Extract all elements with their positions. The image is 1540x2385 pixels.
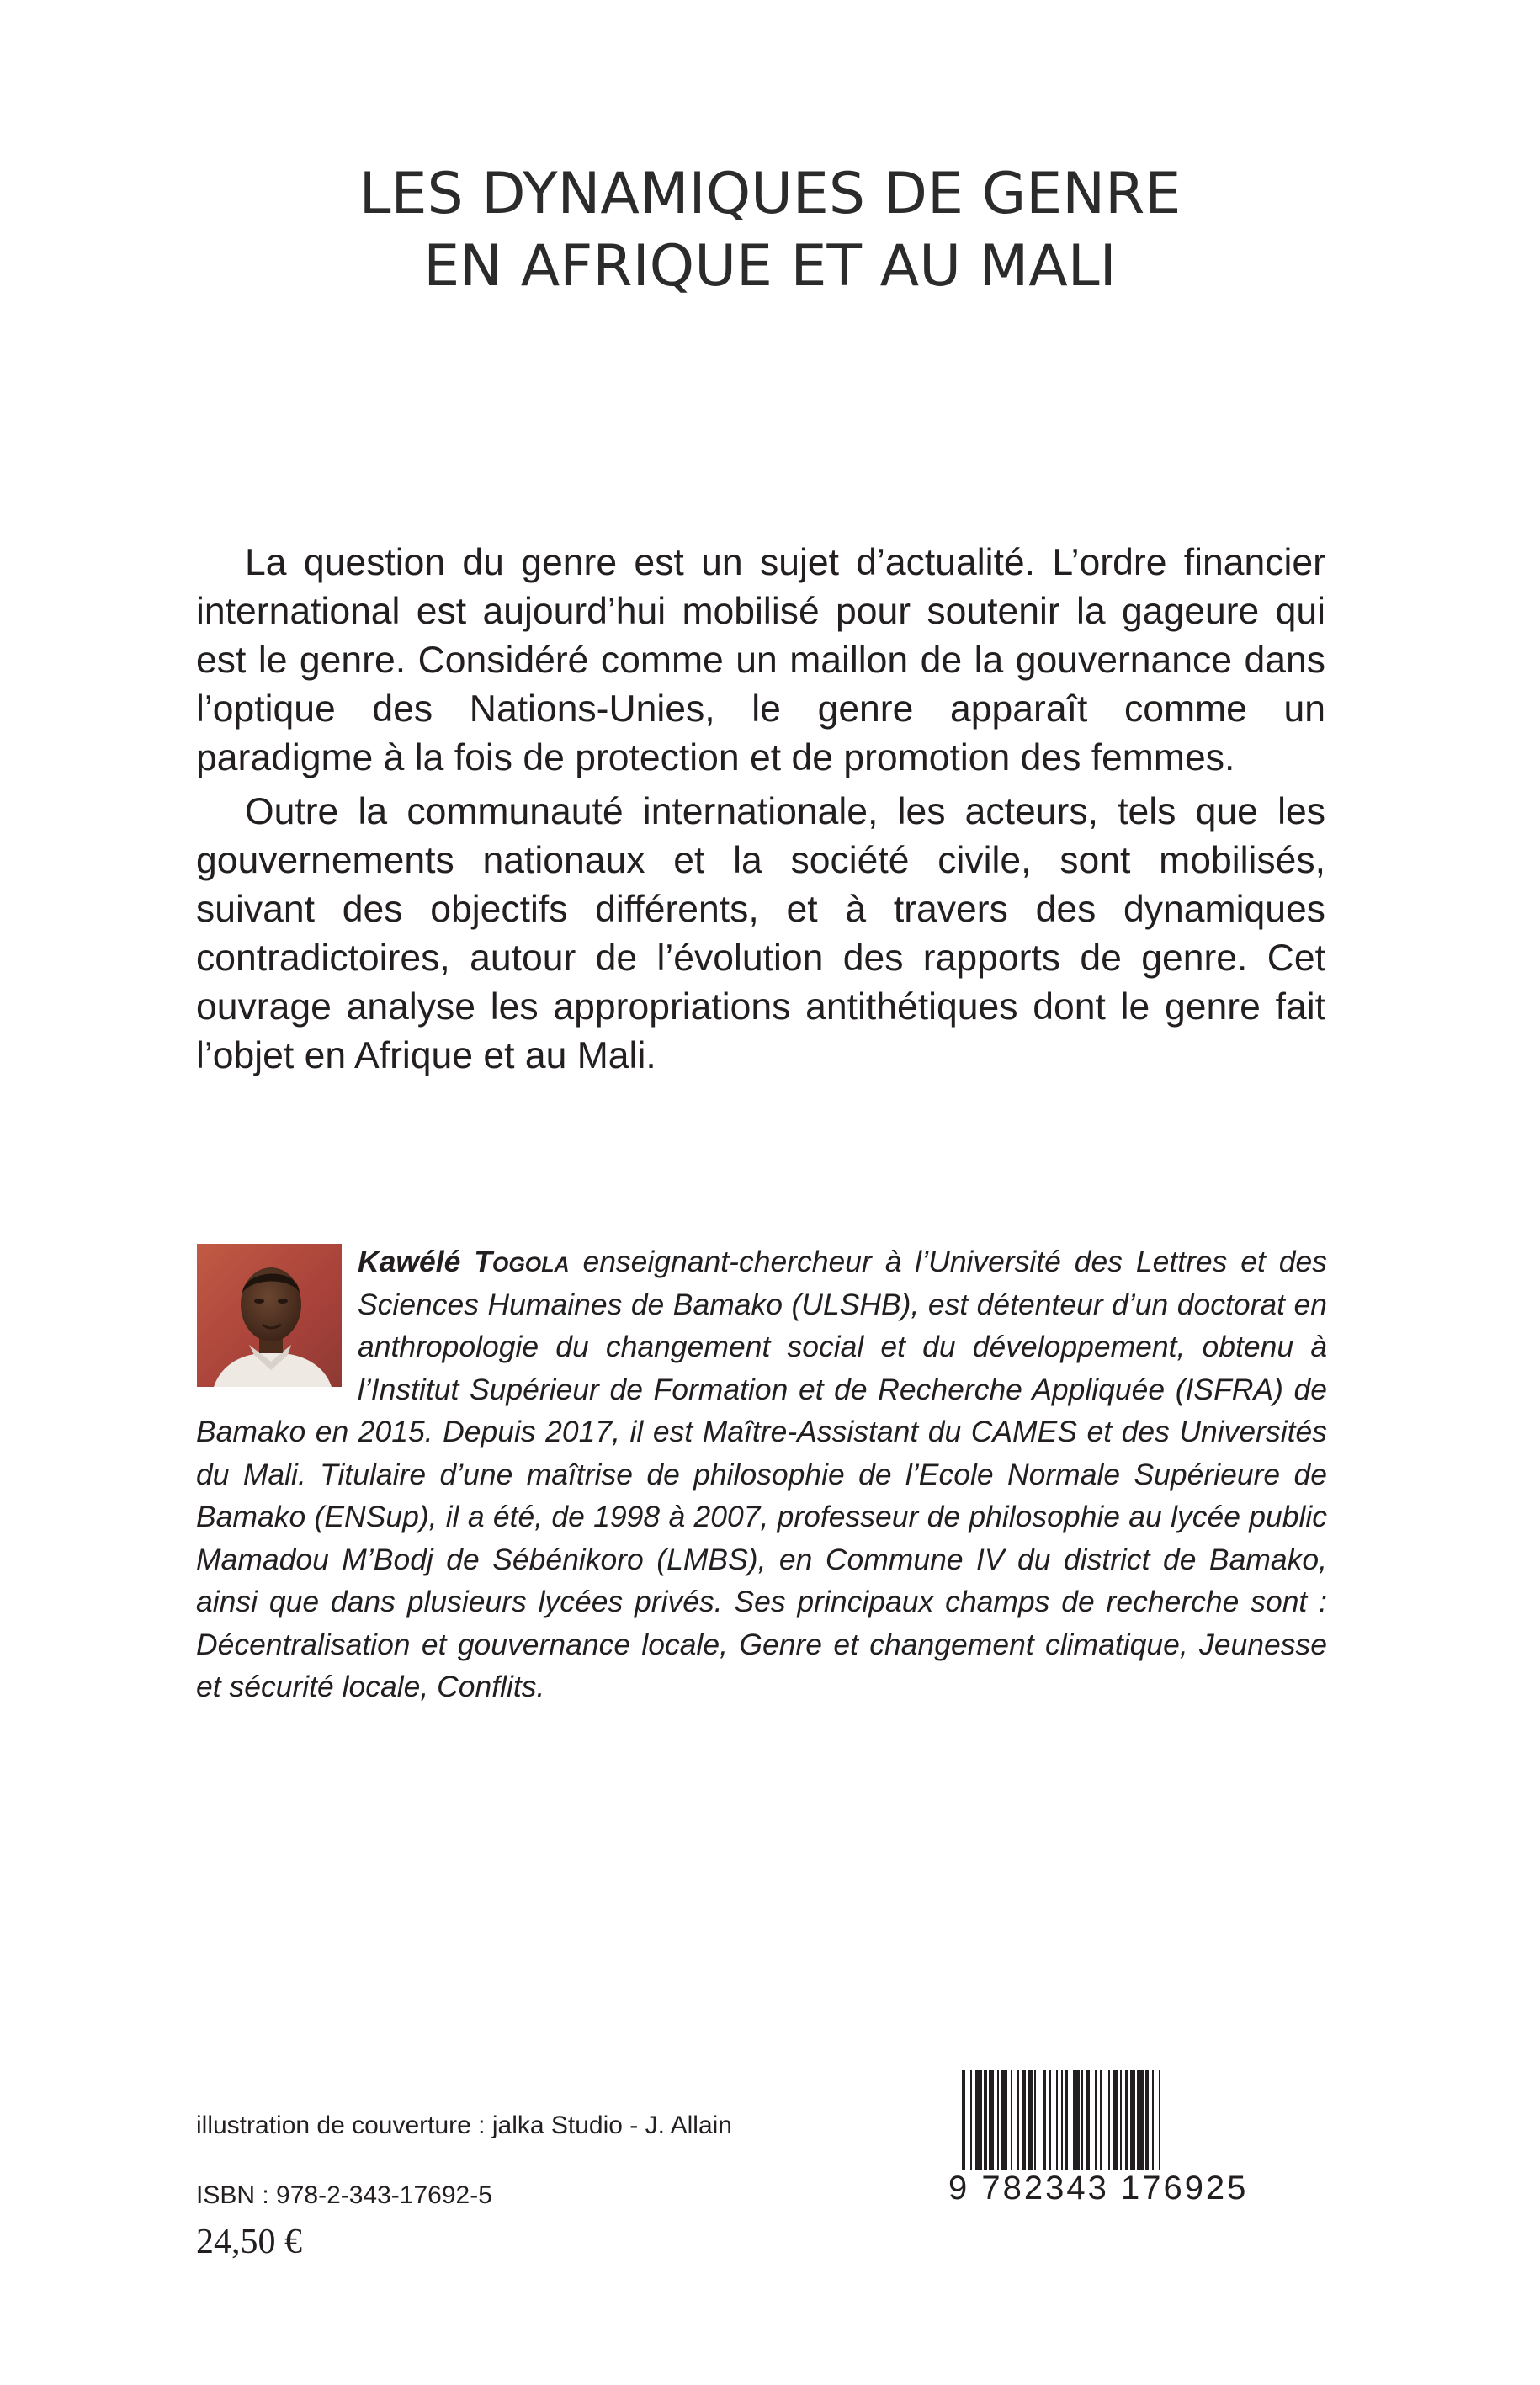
cover-credit: illustration de couverture : jalka Studio - J. Allain bbox=[196, 2111, 732, 2139]
author-bio-text: enseignant-chercheur à l’Université des Lettres et des Sciences Humaines de Bamako (ULSHB), est détenteur d’un doctorat en anthropologie du changement social et du développement, obtenu à l’Institut Supérieur de Formation et de Recherche Appliquée (ISFRA) de Bamako en 2015. Depuis 2017, il est Maître-Assistant du CAMES et des Universités du Mali. Titulaire d’une maîtrise de philosophie de l’Ecole Normale Supérieure de Bamako (ENSup), il a été, de 1998 à 2007, professeur de philosophie au lycée public Mamadou M’Bodj de Sébénikoro (LMBS), en Commune IV du district de Bamako, ainsi que dans plusieurs lycées privés. Ses principaux champs de recherche sont : Décentralisation et gouvernance locale, Genre et changement climatique, Jeunesse et sécurité locale, Conflits. bbox=[196, 1245, 1327, 1703]
author-bio bbox=[196, 1240, 1327, 1708]
blurb-paragraph-2: Outre la communauté internationale, les acteurs, tels que les gouvernements nationaux et la société civile, sont mobilisés, suivant des objectifs différents, et à travers des dynamiques contradictoires, autour de l’évolution des rapports de genre. Cet ouvrage analyse les appropriations antithétiques dont le genre fait l’objet en Afrique et au Mali. bbox=[196, 791, 1325, 1076]
author-first-name: Kawélé bbox=[358, 1245, 461, 1278]
barcode-number: 9 782343 176925 bbox=[948, 2170, 1249, 2207]
isbn: ISBN : 978-2-343-17692-5 bbox=[196, 2181, 492, 2209]
barcode-digits bbox=[947, 2170, 1282, 2207]
book-title bbox=[0, 158, 1540, 303]
photo-spacer bbox=[196, 1240, 358, 1409]
book-blurb bbox=[196, 539, 1325, 1086]
blurb-paragraph-1: La question du genre est un sujet d’actualité. L’ordre financier international est aujourd’hui mobilisé pour soutenir la gageure qui est le genre. Considéré comme un maillon de la gouvernance dans l’optique des Nations-Unies, le genre apparaît comme un paradigme à la fois de protection et de promotion des femmes. bbox=[196, 542, 1325, 778]
price: 24,50 € bbox=[196, 2223, 302, 2261]
title-line-1: LES DYNAMIQUES DE GENRE bbox=[358, 161, 1182, 227]
author-surname: Togola bbox=[474, 1245, 570, 1278]
title-line-2: EN AFRIQUE ET AU MALI bbox=[423, 233, 1117, 300]
